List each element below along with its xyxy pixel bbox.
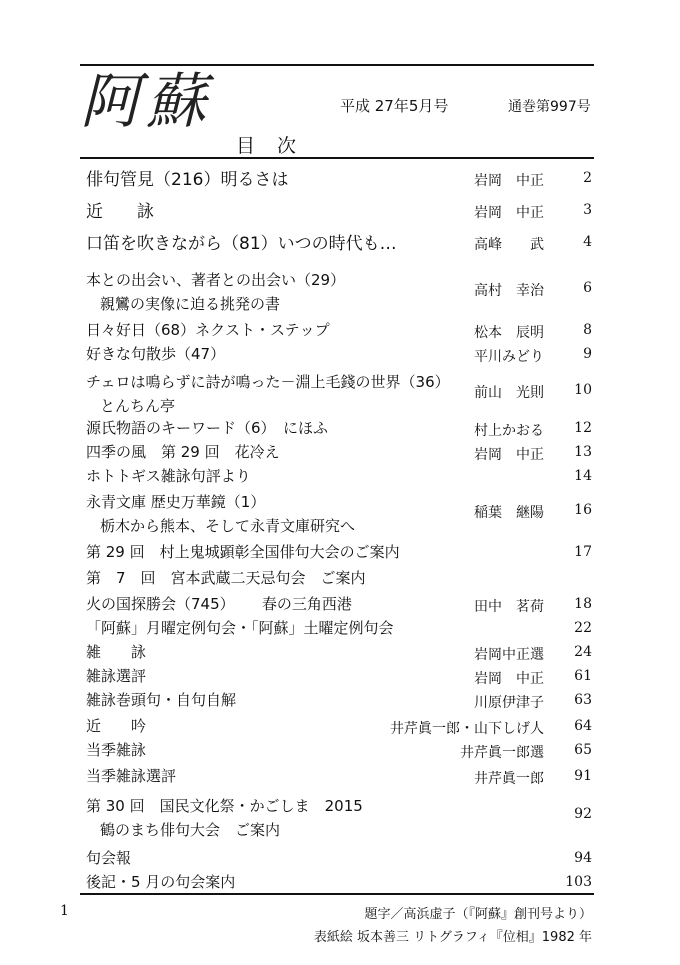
toc-author: 岩岡 中正 <box>474 173 544 189</box>
toc-page-number: 103 <box>565 874 592 890</box>
toc-author: 村上かおる <box>474 423 544 439</box>
toc-entry <box>86 268 592 316</box>
toc-entry <box>86 342 592 366</box>
toc-page-number: 4 <box>583 234 592 250</box>
toc-title-text: 火の国探勝会（745） 春の三角西港 <box>86 595 352 613</box>
toc-entry <box>86 318 592 342</box>
toc-entry <box>86 688 592 712</box>
top-rule <box>80 64 594 66</box>
toc-title-text: ホトトギス雑詠句評より <box>86 467 251 485</box>
toc-author: 前山 光則 <box>474 385 544 401</box>
toc-author: 稲葉 継陽 <box>474 505 544 521</box>
toc-entry <box>86 200 592 224</box>
toc-title <box>86 168 288 192</box>
toc-title-text: 当季雑詠選評 <box>86 767 177 785</box>
toc-title-text: 日々好日（68）ネクスト・ステップ <box>86 321 330 339</box>
toc-entry <box>86 738 592 762</box>
toc-title-text: 第 7 回 宮本武蔵二天忌句会 ご案内 <box>86 569 366 587</box>
toc-entry <box>86 490 592 538</box>
toc-title <box>86 200 154 224</box>
bottom-rule <box>80 893 594 895</box>
toc-page-number: 94 <box>574 850 592 866</box>
toc-entry <box>86 870 592 894</box>
toc-entry <box>86 664 592 688</box>
toc-page-number: 17 <box>574 544 592 560</box>
toc-author: 岩岡 中正 <box>474 205 544 221</box>
toc-page-number: 63 <box>574 692 592 708</box>
toc-author: 岩岡中正選 <box>474 647 544 663</box>
toc-author: 平川みどり <box>474 349 544 365</box>
toc-title <box>86 342 225 366</box>
toc-author: 田中 茗荷 <box>474 599 544 615</box>
toc-title <box>86 440 280 464</box>
toc-title <box>86 870 235 894</box>
toc-page-number: 24 <box>574 644 592 660</box>
toc-page-number: 65 <box>574 742 592 758</box>
toc-entry <box>86 232 592 256</box>
title-calligraphy-credit: 題字／高浜虚子（『阿蘇』創刊号より） <box>364 907 592 922</box>
toc-author: 井芹眞一郎 <box>474 771 544 787</box>
toc-entry <box>86 640 592 664</box>
toc-title-text: 源氏物語のキーワード（6） にほふ <box>86 419 329 437</box>
toc-author: 井芹眞一郎・山下しげ人 <box>390 721 544 737</box>
toc-author: 岩岡 中正 <box>474 447 544 463</box>
toc-title-text: 永青文庫 歴史万華鏡（1） <box>86 493 266 511</box>
toc-page-number: 18 <box>574 596 592 612</box>
toc-title-text: 近 詠 <box>86 202 154 222</box>
toc-entry <box>86 464 592 488</box>
toc-author: 川原伊津子 <box>474 695 544 711</box>
magazine-logo: 阿蘇 <box>80 67 212 137</box>
toc-title-text: 後記・5 月の句会案内 <box>86 873 236 891</box>
toc-title <box>86 566 366 590</box>
toc-page-number: 6 <box>583 280 592 296</box>
toc-subtitle: とんちん亭 <box>100 397 176 415</box>
toc-title-text: 第 30 回 国民文化祭・かごしま 2015 <box>86 797 363 815</box>
toc-entry <box>86 592 592 616</box>
toc-title <box>86 592 352 616</box>
toc-entry <box>86 846 592 870</box>
toc-title <box>86 318 330 342</box>
toc-entry <box>86 566 592 590</box>
toc-title <box>86 640 146 664</box>
toc-entry <box>86 370 592 418</box>
toc-page-number: 16 <box>574 502 592 518</box>
toc-entry <box>86 440 592 464</box>
toc-title <box>86 464 251 488</box>
toc-page-number: 14 <box>574 468 592 484</box>
toc-page-number: 13 <box>574 444 592 460</box>
toc-page-number: 12 <box>574 420 592 436</box>
toc-title-text: 俳句管見（216）明るさは <box>86 170 289 190</box>
toc-title <box>86 416 328 440</box>
header-rule <box>80 157 594 159</box>
page-number: 1 <box>60 903 69 919</box>
toc-page-number: 10 <box>574 382 592 398</box>
toc-title <box>86 540 400 564</box>
toc-title-text: 本との出会い、著者との出会い（29） <box>86 271 346 289</box>
toc-entry <box>86 168 592 192</box>
toc-page-number: 8 <box>583 322 592 338</box>
toc-author: 松本 辰明 <box>474 325 544 341</box>
toc-title <box>86 268 345 316</box>
toc-entry <box>86 714 592 738</box>
toc-entry <box>86 540 592 564</box>
toc-title-text: 雑 詠 <box>86 643 147 661</box>
toc-title-text: 四季の風 第 29 回 花冷え <box>86 443 280 461</box>
cover-art-credit: 表紙絵 坂本善三 リトグラフィ『位相』1982 年 <box>313 930 592 945</box>
toc-author: 井芹眞一郎選 <box>460 745 544 761</box>
toc-title-text: チェロは鳴らずに詩が鳴った－淵上毛錢の世界（36） <box>86 373 450 391</box>
toc-page-number: 61 <box>574 668 592 684</box>
toc-entry <box>86 616 592 640</box>
issue-date: 平成 27年5月号 <box>340 97 449 115</box>
toc-author: 岩岡 中正 <box>474 671 544 687</box>
toc-title-text: 雑詠選評 <box>86 667 147 685</box>
toc-title <box>86 846 131 870</box>
toc-title <box>86 616 394 640</box>
toc-page-number: 22 <box>574 620 592 636</box>
toc-entry <box>86 794 592 842</box>
toc-page-number: 3 <box>583 202 592 218</box>
toc-title <box>86 370 450 418</box>
toc-title <box>86 794 363 842</box>
toc-title-text: 好きな句散歩（47） <box>86 345 226 363</box>
issue-number: 通巻第997号 <box>508 99 591 115</box>
toc-page-number: 2 <box>583 170 592 186</box>
toc-title-text: 第 29 回 村上鬼城顕彰全国俳句大会のご案内 <box>86 543 400 561</box>
toc-title <box>86 738 146 762</box>
toc-title-text: 近 吟 <box>86 717 147 735</box>
toc-page-number: 64 <box>574 718 592 734</box>
toc-subtitle: 親鸞の実像に迫る挑発の書 <box>100 295 281 313</box>
toc-page-number: 92 <box>574 806 592 822</box>
toc-title-text: 当季雑詠 <box>86 741 147 759</box>
toc-subtitle: 鶴のまち俳句大会 ご案内 <box>100 821 281 839</box>
toc-title-text: 雑詠巻頭句・自句自解 <box>86 691 237 709</box>
toc-subtitle: 栃木から熊本、そして永青文庫研究へ <box>100 517 356 535</box>
toc-page-number: 91 <box>574 768 592 784</box>
toc-page-number: 9 <box>583 346 592 362</box>
toc-title <box>86 664 146 688</box>
toc-author: 高村 幸治 <box>474 283 544 299</box>
toc-title <box>86 490 355 538</box>
toc-entry <box>86 416 592 440</box>
toc-title <box>86 714 146 738</box>
toc-title-text: 「阿蘇」月曜定例句会・「阿蘇」土曜定例句会 <box>86 619 394 637</box>
toc-title <box>86 232 397 256</box>
toc-title <box>86 764 176 788</box>
toc-title-text: 句会報 <box>86 849 132 867</box>
toc-author: 高峰 武 <box>474 237 544 253</box>
toc-title <box>86 688 236 712</box>
toc-entry <box>86 764 592 788</box>
contents-heading: 目次 <box>236 135 319 157</box>
toc-title-text: 口笛を吹きながら（81）いつの時代も… <box>86 234 397 254</box>
